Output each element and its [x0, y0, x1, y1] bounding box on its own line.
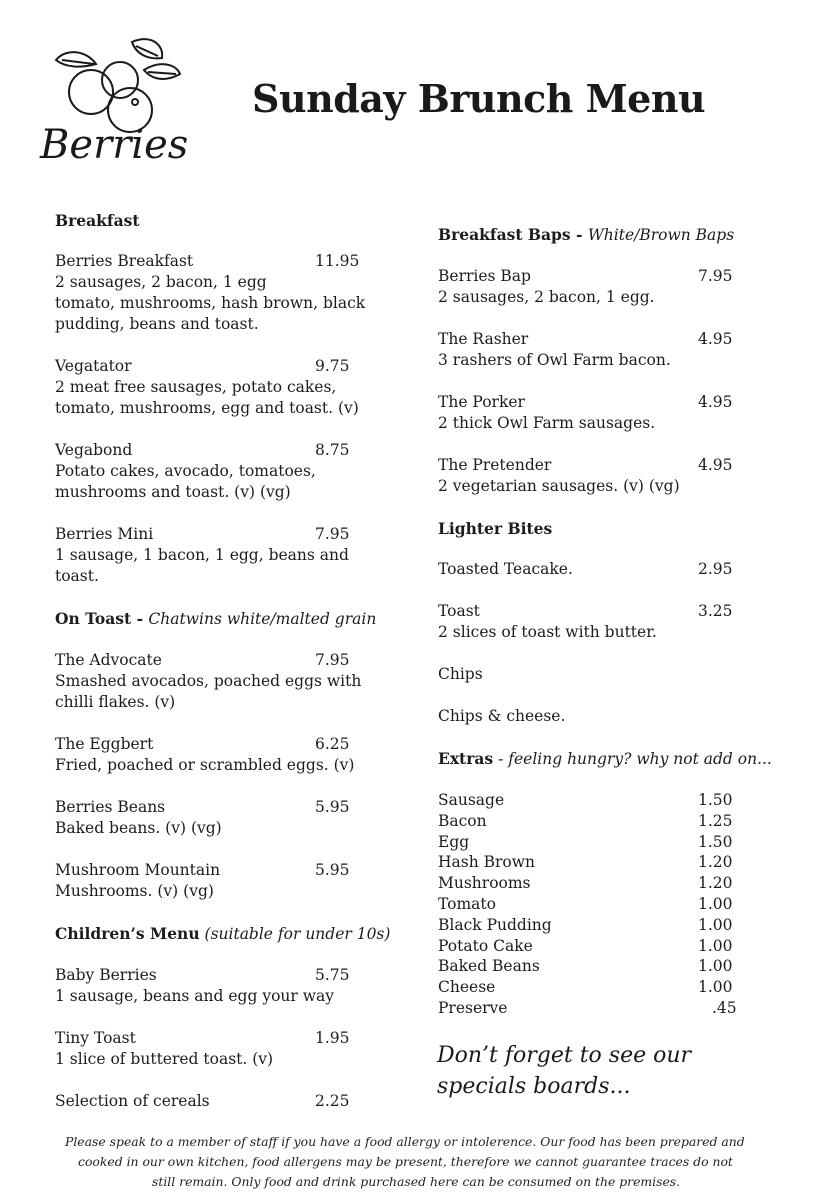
menu-item-price: 7.95 [698, 267, 733, 285]
berries-logo [36, 30, 196, 170]
menu-item-price: 9.75 [315, 357, 350, 375]
menu-item [55, 965, 395, 1007]
menu-item-price: 3.25 [698, 602, 733, 620]
extras-item-name: Baked Beans [438, 957, 540, 976]
menu-item-name: Berries Breakfast [55, 252, 194, 270]
menu-item-description: 1 slice of buttered toast. (v) [55, 1050, 274, 1068]
menu-item-description: Fried, poached or scrambled eggs. (v) [55, 756, 355, 774]
menu-item-name: The Pretender [438, 456, 552, 474]
extras-item [438, 998, 783, 1019]
menu-item-description: 2 meat free sausages, potato cakes, [55, 378, 337, 396]
extras-item-price: 1.20 [698, 853, 733, 872]
menu-item [55, 860, 395, 902]
menu-item-price: 2.95 [698, 560, 733, 578]
extras-item-price: 1.25 [698, 811, 733, 830]
extras-item-name: Bacon [438, 811, 487, 830]
extras-item-name: Egg [438, 832, 470, 851]
extras-item-price: 1.00 [698, 915, 733, 934]
menu-item [438, 601, 783, 643]
footer-line: Please speak to a member of staff if you have a food allergy or intolerence. Our food has been prepared and [65, 1134, 745, 1149]
extras-item-name: Sausage [438, 791, 505, 809]
extras-item-price: 1.00 [698, 894, 733, 913]
menu-item-description: chilli flakes. (v) [55, 693, 176, 711]
menu-item-description: 1 sausage, beans and egg your way [55, 987, 334, 1005]
menu-item-name: Selection of cereals [55, 1092, 210, 1110]
menu-item-description: Baked beans. (v) (vg) [55, 819, 222, 837]
extras-item [438, 894, 783, 915]
extras-section [438, 790, 783, 1019]
extras-item-name: Hash Brown [438, 853, 536, 872]
menu-item [55, 524, 395, 587]
menu-item [55, 1028, 395, 1070]
extras-item [438, 956, 783, 977]
menu-item-name: The Advocate [55, 651, 162, 669]
footer-line: cooked in our own kitchen, food allergens may be present, therefore we cannot guarantee traces do not [78, 1154, 733, 1169]
menu-item [55, 251, 395, 335]
menu-item-name: Vegatator [55, 357, 132, 375]
menu-item-description: 2 slices of toast with butter. [438, 623, 657, 641]
extras-item-price: 1.00 [698, 978, 733, 997]
menu-item-name: The Porker [438, 393, 525, 411]
extras-item [438, 790, 783, 811]
menu-item-price: 4.95 [698, 456, 733, 474]
menu-item-name: Berries Beans [55, 798, 166, 816]
menu-item [438, 392, 783, 434]
breakfast-section [55, 251, 395, 608]
menu-item [438, 266, 783, 308]
menu-item-price: 5.75 [315, 966, 350, 984]
menu-item [55, 650, 395, 713]
extras-item-price: 1.20 [698, 874, 733, 893]
extras-item [438, 873, 783, 894]
menu-item-description: tomato, mushrooms, egg and toast. (v) [55, 399, 359, 417]
extras-item-name: Tomato [438, 894, 496, 913]
menu-item-price: 8.75 [315, 441, 350, 459]
menu-item-name: Baby Berries [55, 966, 157, 984]
extras-item-name: Cheese [438, 978, 496, 997]
page-title: Sunday Brunch Menu [252, 76, 706, 121]
footer-line: still remain. Only food and drink purchased here can be consumed on the premises. [152, 1174, 681, 1189]
on-toast-heading: On Toast - Chatwins white/malted grain [55, 609, 377, 628]
menu-item-price: 5.95 [315, 861, 350, 879]
extras-item-price: .45 [712, 998, 737, 1017]
extras-item [438, 915, 783, 936]
menu-item [438, 329, 783, 371]
extras-item [438, 936, 783, 957]
menu-item-name: Toast [438, 602, 480, 620]
menu-item [55, 797, 395, 839]
extras-item-name: Potato Cake [438, 936, 533, 955]
menu-item-name: Tiny Toast [55, 1029, 136, 1047]
specials-note [437, 1040, 691, 1102]
menu-item-description: 3 rashers of Owl Farm bacon. [438, 351, 671, 369]
lighter-bites-heading: Lighter Bites [438, 519, 553, 538]
menu-item-price: 2.25 [315, 1092, 350, 1110]
extras-item [438, 811, 783, 832]
menu-item [55, 734, 395, 776]
extras-item [438, 977, 783, 998]
menu-item [438, 664, 783, 685]
menu-item-description: Smashed avocados, poached eggs with [55, 672, 362, 690]
left-column [55, 210, 395, 1133]
menu-item-description: toast. [55, 567, 99, 585]
extras-item [438, 852, 783, 873]
menu-item-description: 2 sausages, 2 bacon, 1 egg. [438, 288, 655, 306]
logo-text: Berries [40, 122, 189, 168]
lighter-bites-section [438, 559, 783, 748]
menu-item-price: 1.95 [315, 1029, 350, 1047]
menu-item-name: Vegabond [55, 441, 133, 459]
menu-item-name: Chips & cheese. [438, 707, 566, 725]
menu-item-name: Toasted Teacake. [438, 560, 573, 578]
menu-item-price: 5.95 [315, 798, 350, 816]
menu-item-description: Potato cakes, avocado, tomatoes, [55, 462, 316, 480]
menu-item-name: Mushroom Mountain [55, 861, 221, 879]
specials-line: specials boards... [437, 1074, 631, 1099]
specials-line: Don’t forget to see our [437, 1043, 692, 1068]
menu-item-description: 2 sausages, 2 bacon, 1 egg [55, 273, 267, 291]
menu-item-name: Berries Bap [438, 267, 531, 285]
menu-item-price: 4.95 [698, 330, 733, 348]
extras-item-price: 1.00 [698, 957, 733, 976]
menu-item-price: 7.95 [315, 525, 350, 543]
childrens-heading: Children’s Menu (suitable for under 10s) [55, 924, 391, 943]
extras-item-name: Preserve [438, 998, 508, 1017]
menu-item-description: 2 thick Owl Farm sausages. [438, 414, 656, 432]
menu-item-description: pudding, beans and toast. [55, 315, 259, 333]
menu-item [438, 455, 783, 497]
menu-item-price: 7.95 [315, 651, 350, 669]
menu-item-description: tomato, mushrooms, hash brown, black [55, 294, 366, 312]
menu-item [438, 559, 783, 580]
childrens-section [55, 965, 395, 1133]
right-column [438, 224, 783, 1019]
menu-item [55, 1091, 395, 1112]
menu-item-name: Berries Mini [55, 525, 154, 543]
extras-item-price: 1.50 [698, 832, 733, 851]
menu-item-description: mushrooms and toast. (v) (vg) [55, 483, 291, 501]
extras-item-price: 1.50 [698, 791, 733, 809]
extras-item-name: Black Pudding [438, 915, 552, 934]
menu-item-name: Chips [438, 665, 483, 683]
berries-logo-icon [36, 30, 196, 170]
menu-item-name: The Eggbert [55, 735, 154, 753]
on-toast-section [55, 650, 395, 923]
menu-item-name: The Rasher [438, 330, 529, 348]
baps-section [438, 266, 783, 518]
menu-item-description: Mushrooms. (v) (vg) [55, 882, 214, 900]
menu-item [55, 356, 395, 419]
extras-item [438, 832, 783, 853]
allergy-footer [40, 1132, 796, 1192]
extras-heading: Extras - feeling hungry? why not add on... [438, 749, 772, 768]
menu-item-price: 6.25 [315, 735, 350, 753]
breakfast-heading: Breakfast [55, 211, 140, 230]
menu-item [55, 440, 395, 503]
menu-item-price: 4.95 [698, 393, 733, 411]
extras-item-price: 1.00 [698, 936, 733, 955]
baps-heading: Breakfast Baps - White/Brown Baps [438, 225, 735, 244]
extras-item-name: Mushrooms [438, 874, 531, 893]
menu-item-price: 11.95 [315, 252, 360, 270]
menu-item-description: 2 vegetarian sausages. (v) (vg) [438, 477, 680, 495]
menu-item [438, 706, 783, 727]
menu-item-description: 1 sausage, 1 bacon, 1 egg, beans and [55, 546, 349, 564]
